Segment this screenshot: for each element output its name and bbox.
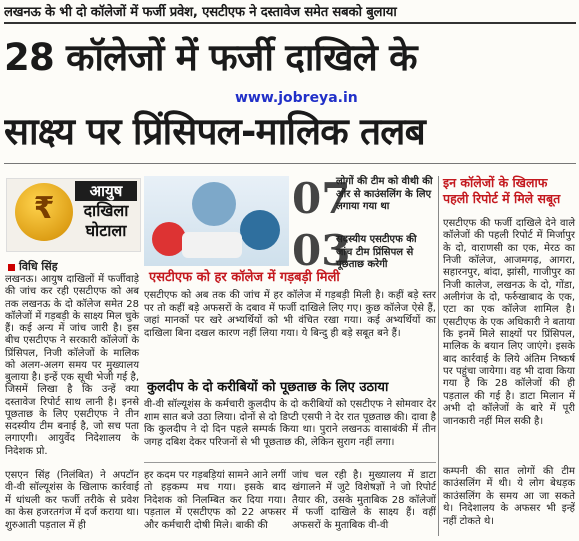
section2-body: वी-वी सॉल्यूशंस के कर्मचारी कुलदीप के दो करीबियों को एसटीएफ ने सोमवार देर शाम सात बजे उठा लिया। दोनों से दो डिप्टी एसपी ने देर रात पूछताछ की। दावा है कि कुलदीप ने दो दिन पहले सम्पर्क किया था। पुराने लखनऊ वासाबंकी में तीन जगह दबिश देकर परिजनों से भी पूछताछ की, लेकिन सुराग नहीं लगा। [144, 399, 436, 448]
stethoscope-icon [240, 210, 280, 250]
byline: विधि सिंह [8, 259, 58, 274]
kicker-headline: लखनऊ के भी दो कॉलेजों में फर्जी प्रवेश, एसटीएफ ने दस्तावेज समेत सबको बुलाया [4, 5, 397, 20]
rupee-coin-icon [15, 183, 73, 241]
center-bottom-col-a: हर कदम पर गड़बड़ियां सामने आने लगीं तो हड़कम्प मच गया। इसके बाद निदेशक को निलम्बित कर दिया गया। पड़ताल में एसटीएफ को 22 अफसर और कर्मचारी दोषी मिले। बाकी की [144, 470, 286, 531]
main-headline-line2: साक्ष्य पर प्रिंसिपल-मालिक तलब [4, 110, 425, 153]
top-rule [4, 22, 576, 24]
stat-text-1: लोगों की टीम को वीथी की ओर से काउंसलिंग के लिए लगाया गया था [336, 176, 433, 212]
center-divider [144, 462, 436, 463]
left-column-text: लखनऊ। आयुष दाखिलों में फर्जीवाड़े की जांच कर रही एसटीएफ को अब तक लखनऊ के दो कॉलेज समेत 28 कॉलेजों में गड़बड़ी के साक्ष्य मिल चुके हैं। कई अन्य में जांच जारी है। इस बीच एसटीएफ ने सरकारी कॉलेजों के प्रिंसिपल, निजी कॉलेजों के मालिक को अलग-अलग समय पर मुख्यालय बुलाया है। इन्हें एक सूची भेजी गई है, जिसमें लिखा है कि उन्हें क्या दस्तावेज रिपोर्ट साथ लानी है। इनसे पूछताछ के लिए एसटीएफ ने तीन सदस्यीय टीम बनाई है, जो सच पता लगाएगी। आयुर्वेद निदेशालय के निदेशक प्रो. [5, 274, 139, 457]
badge-line2: दाखिला [83, 201, 129, 220]
badge-title [75, 181, 137, 241]
watermark-url[interactable]: www.jobreya.in [235, 90, 358, 106]
headline-rule [4, 163, 576, 164]
right-column-bottom: कम्पनी की सात लोगों की टीम काउंसलिंग में थी। ये लोग बेधड़क काउंसलिंग के समय आ जा सकते थे। निदेशालय के अफसर भी इन्हें नहीं टोकते थे। [443, 466, 575, 527]
right-column-body: एसटीएफ की फर्जी दाखिले देने वाले कॉलेजों की पहली रिपोर्ट में मिर्जापुर के दो, वाराणसी का एक, मेरठ का निजी कॉलेज, आजमगढ़, आगरा, सहारनपुर, बांदा, झांसी, गाजीपुर का निजी कालेज, लखनऊ के दो, गोंडा, अलीगंज के दो, फर्रुखाबाद के एक, एटा का एक कॉलेज शामिल है। एसटीएफ के एक अधिकारी ने बताया कि इनमें मिले साक्ष्यों पर प्रिंसिपल, मालिक के बयान लिए जाएंगे। इसके बाद कार्रवाई के लिये अंतिम निष्कर्ष पर पहुंचा जायेगा। वह भी दावा किया गया है कि 28 कॉलेजों की ही पड़ताल की गई है। डाटा मिलान में अभी दो कॉलेजों के बारे में पूरी जानकारी नहीं मिल सकी है। [443, 218, 575, 427]
stat-number-1: 07 [292, 174, 351, 223]
right-column-heading: इन कॉलेजों के खिलाफ पहली रिपोर्ट में मिले सबूत [443, 175, 561, 206]
document-icon [182, 232, 242, 258]
badge-line1: आयुष [75, 181, 137, 201]
rupee-symbol: ₹ [33, 191, 55, 226]
section1-heading: एसटीएफ को हर कॉलेज में गड़बड़ी मिली [149, 270, 340, 285]
scam-badge [6, 178, 141, 252]
stat-text-2: सदस्यीय एसटीएफ की जांच टीम प्रिंसिपल से पूछताछ करेगी [336, 234, 417, 270]
pill-icon [152, 222, 186, 256]
people-group-icon [192, 182, 236, 226]
left-column-bottom-text: एसएन सिंह (निलंबित) ने अपटॉन वी-वी सॉल्यूशंस के खिलाफ कार्रवाई में धांधली कर फर्जी तरीके से प्रवेश का केस हजरतगंज में दर्ज कराया था। शुरुआती पड़ताल में ही [5, 470, 139, 531]
section1-body: एसटीएफ को अब तक की जांच में हर कॉलेज में गड़बड़ी मिली है। कहीं बड़े स्तर पर तो कहीं बड़े अफसरों के दबाव में फर्जी दाखिले लिए गए। कुछ कॉलेज ऐसे हैं, जहां मानकों पर खरे अभ्यर्थियों को भी वंचित रखा गया। कई अभ्यर्थियों का दाखिला बिना दखल कारण नहीं लिया गया। ये बिन्दु ही बड़े सबूत बने हैं। [144, 290, 436, 339]
main-headline-line1: 28 कॉलेजों में फर्जी दाखिले के [4, 36, 417, 79]
section2-heading: कुलदीप के दो करीबियों को पूछताछ के लिए उठाया [147, 380, 389, 395]
stat-number-2: 03 [292, 226, 351, 275]
column-divider [438, 176, 439, 536]
badge-line3: घोटाला [85, 221, 127, 240]
center-bottom-col-b: जांच चल रही है। मुख्यालय में डाटा खंगालने में जुटे विशेषज्ञों ने जो रिपोर्ट तैयार की, उसके मुताबिक 28 कॉलेजों में फर्जी दाखिले के साक्ष्य हैं। वहीं अफसरों के मुताबिक वी-वी [292, 470, 436, 531]
news-photo [144, 176, 289, 266]
